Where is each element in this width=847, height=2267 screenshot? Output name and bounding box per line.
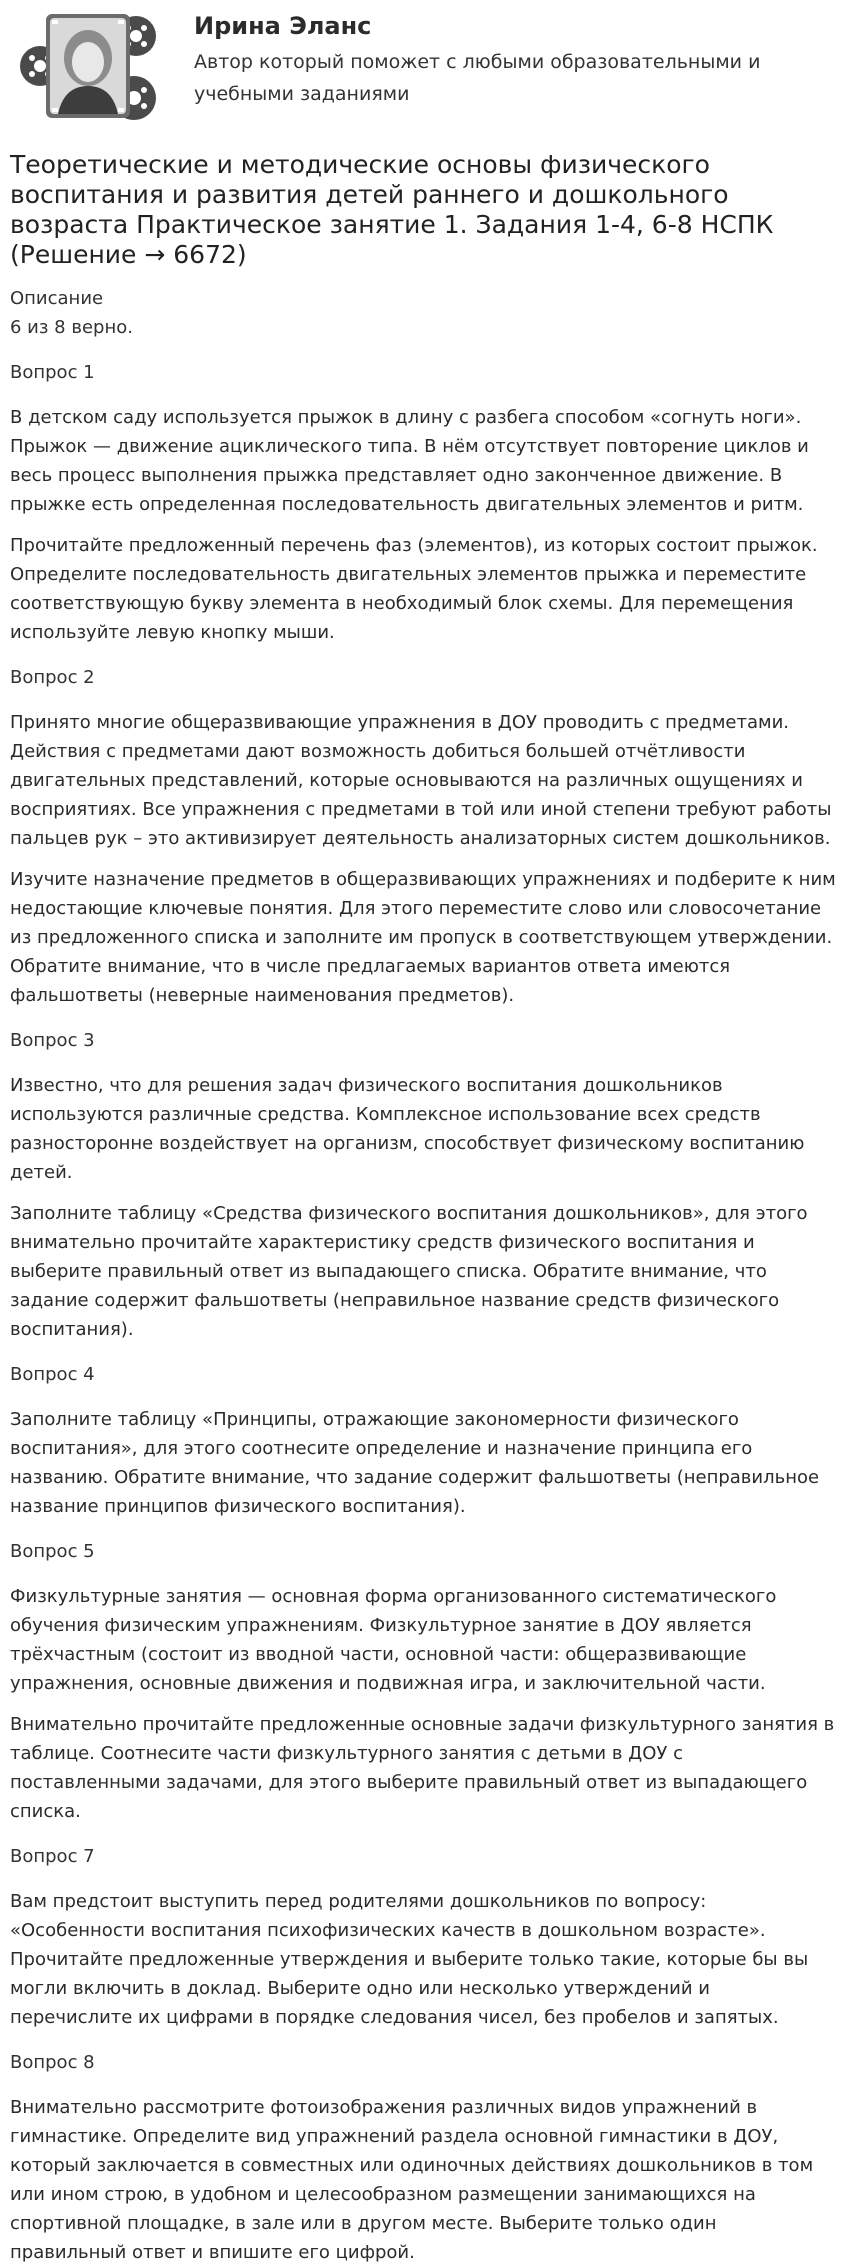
question-label: Вопрос 4 (10, 1364, 95, 1385)
question-paragraph: Известно, что для решения задач физического воспитания дошкольников используются различные средства. Комплексное использование всех средств разносторонне воздействует на организм, способствует физическому воспитанию детей. (10, 1075, 805, 1183)
question-label: Вопрос 1 (10, 362, 95, 383)
question-paragraph: Заполните таблицу «Принципы, отражающие закономерности физического воспитания», для этого соотнесите определение и назначение принципа его названию. Обратите внимание, что задание содержит фальшответы (неправильное название принципов физического воспитания). (10, 1409, 820, 1517)
question-paragraph: Прочитайте предложенный перечень фаз (элементов), из которых состоит прыжок. Определите последовательность двигательных элементов прыжка и переместите соответствующую букву элемента в необходимый блок схемы. Для перемещения используйте левую кнопку мыши. (10, 535, 818, 643)
question-paragraph: В детском саду используется прыжок в длину с разбега способом «согнуть ноги». Прыжок — движение ациклического типа. В нём отсутствует повторение циклов и весь процесс выполнения прыжка представляет одно законченное движение. В прыжке есть определенная последовательность двигательных элементов и ритм. (10, 407, 809, 515)
author-block (10, 0, 837, 138)
question-label: Вопрос 3 (10, 1030, 95, 1051)
question-label: Вопрос 7 (10, 1846, 95, 1867)
question-paragraph: Принято многие общеразвивающие упражнения в ДОУ проводить с предметами. Действия с предметами дают возможность добиться большей отчётливости двигательных представлений, которые основываются на различных ощущениях и восприятиях. Все упражнения с предметами в той или иной степени требуют работы пальцев рук – это активизирует деятельность анализаторных систем дошкольников. (10, 712, 832, 849)
question-paragraph: Заполните таблицу «Средства физического воспитания дошкольников», для этого внимательно прочитайте характеристику средств физического воспитания и выберите правильный ответ из выпадающего списка. Обратите внимание, что задание содержит фальшответы (неправильное название средств физического воспитания). (10, 1203, 808, 1340)
author-description: Автор который поможет с любыми образовательными и учебными заданиями (194, 51, 761, 105)
description-label: Описание (10, 288, 104, 309)
question-paragraph: Физкультурные занятия — основная форма организованного систематического обучения физическим упражнениям. Физкультурное занятие в ДОУ является трёхчастным (состоит из вводной части, основной части: общеразвивающие упражнения, основные движения и подвижная игра, и заключительной части. (10, 1586, 777, 1694)
question-paragraph: Внимательно рассмотрите фотоизображения различных видов упражнений в гимнастике. Определите вид упражнений раздела основной гимнастики в ДОУ, который заключается в совместных или одиночных действиях дошкольников в том или ином строю, в удобном и целесообразном размещении занимающихся на спортивной площадке, в зале или в другом месте. Выберите только один правильный ответ и впишите его цифрой. (10, 2097, 814, 2263)
question-label: Вопрос 8 (10, 2052, 95, 2073)
question-paragraph: Вам предстоит выступить перед родителями дошкольников по вопросу: «Особенности воспитания психофизических качеств в дошкольном возрасте». Прочитайте предложенные утверждения и выберите только такие, которые бы вы могли включить в доклад. Выберите одно или несколько утверждений и перечислите их цифрами в порядке следования чисел, без пробелов и запятых. (10, 1891, 809, 2028)
question-label: Вопрос 2 (10, 667, 95, 688)
author-name[interactable]: Ирина Эланс (194, 12, 372, 40)
question-label: Вопрос 5 (10, 1541, 95, 1562)
question-paragraph: Изучите назначение предметов в общеразвивающих упражнениях и подберите к ним недостающие ключевые понятия. Для этого переместите слово или словосочетание из предложенного списка и заполните им пропуск в соответствующем утверждении. Обратите внимание, что в числе предлагаемых вариантов ответа имеются фальшответы (неверные наименования предметов). (10, 869, 836, 1006)
description-text: 6 из 8 верно. (10, 317, 133, 338)
page-title: Теоретические и методические основы физического воспитания и развития детей раннего и дошкольного возраста Практическое занятие 1. Задания 1-4, 6-8 НСПК (Решение → 6672) (10, 150, 774, 269)
author-avatar[interactable] (18, 6, 158, 126)
question-paragraph: Внимательно прочитайте предложенные основные задачи физкультурного занятия в таблице. Соотнесите части физкультурного занятия с детьми в ДОУ с поставленными задачами, для этого выберите правильный ответ из выпадающего списка. (10, 1714, 835, 1822)
